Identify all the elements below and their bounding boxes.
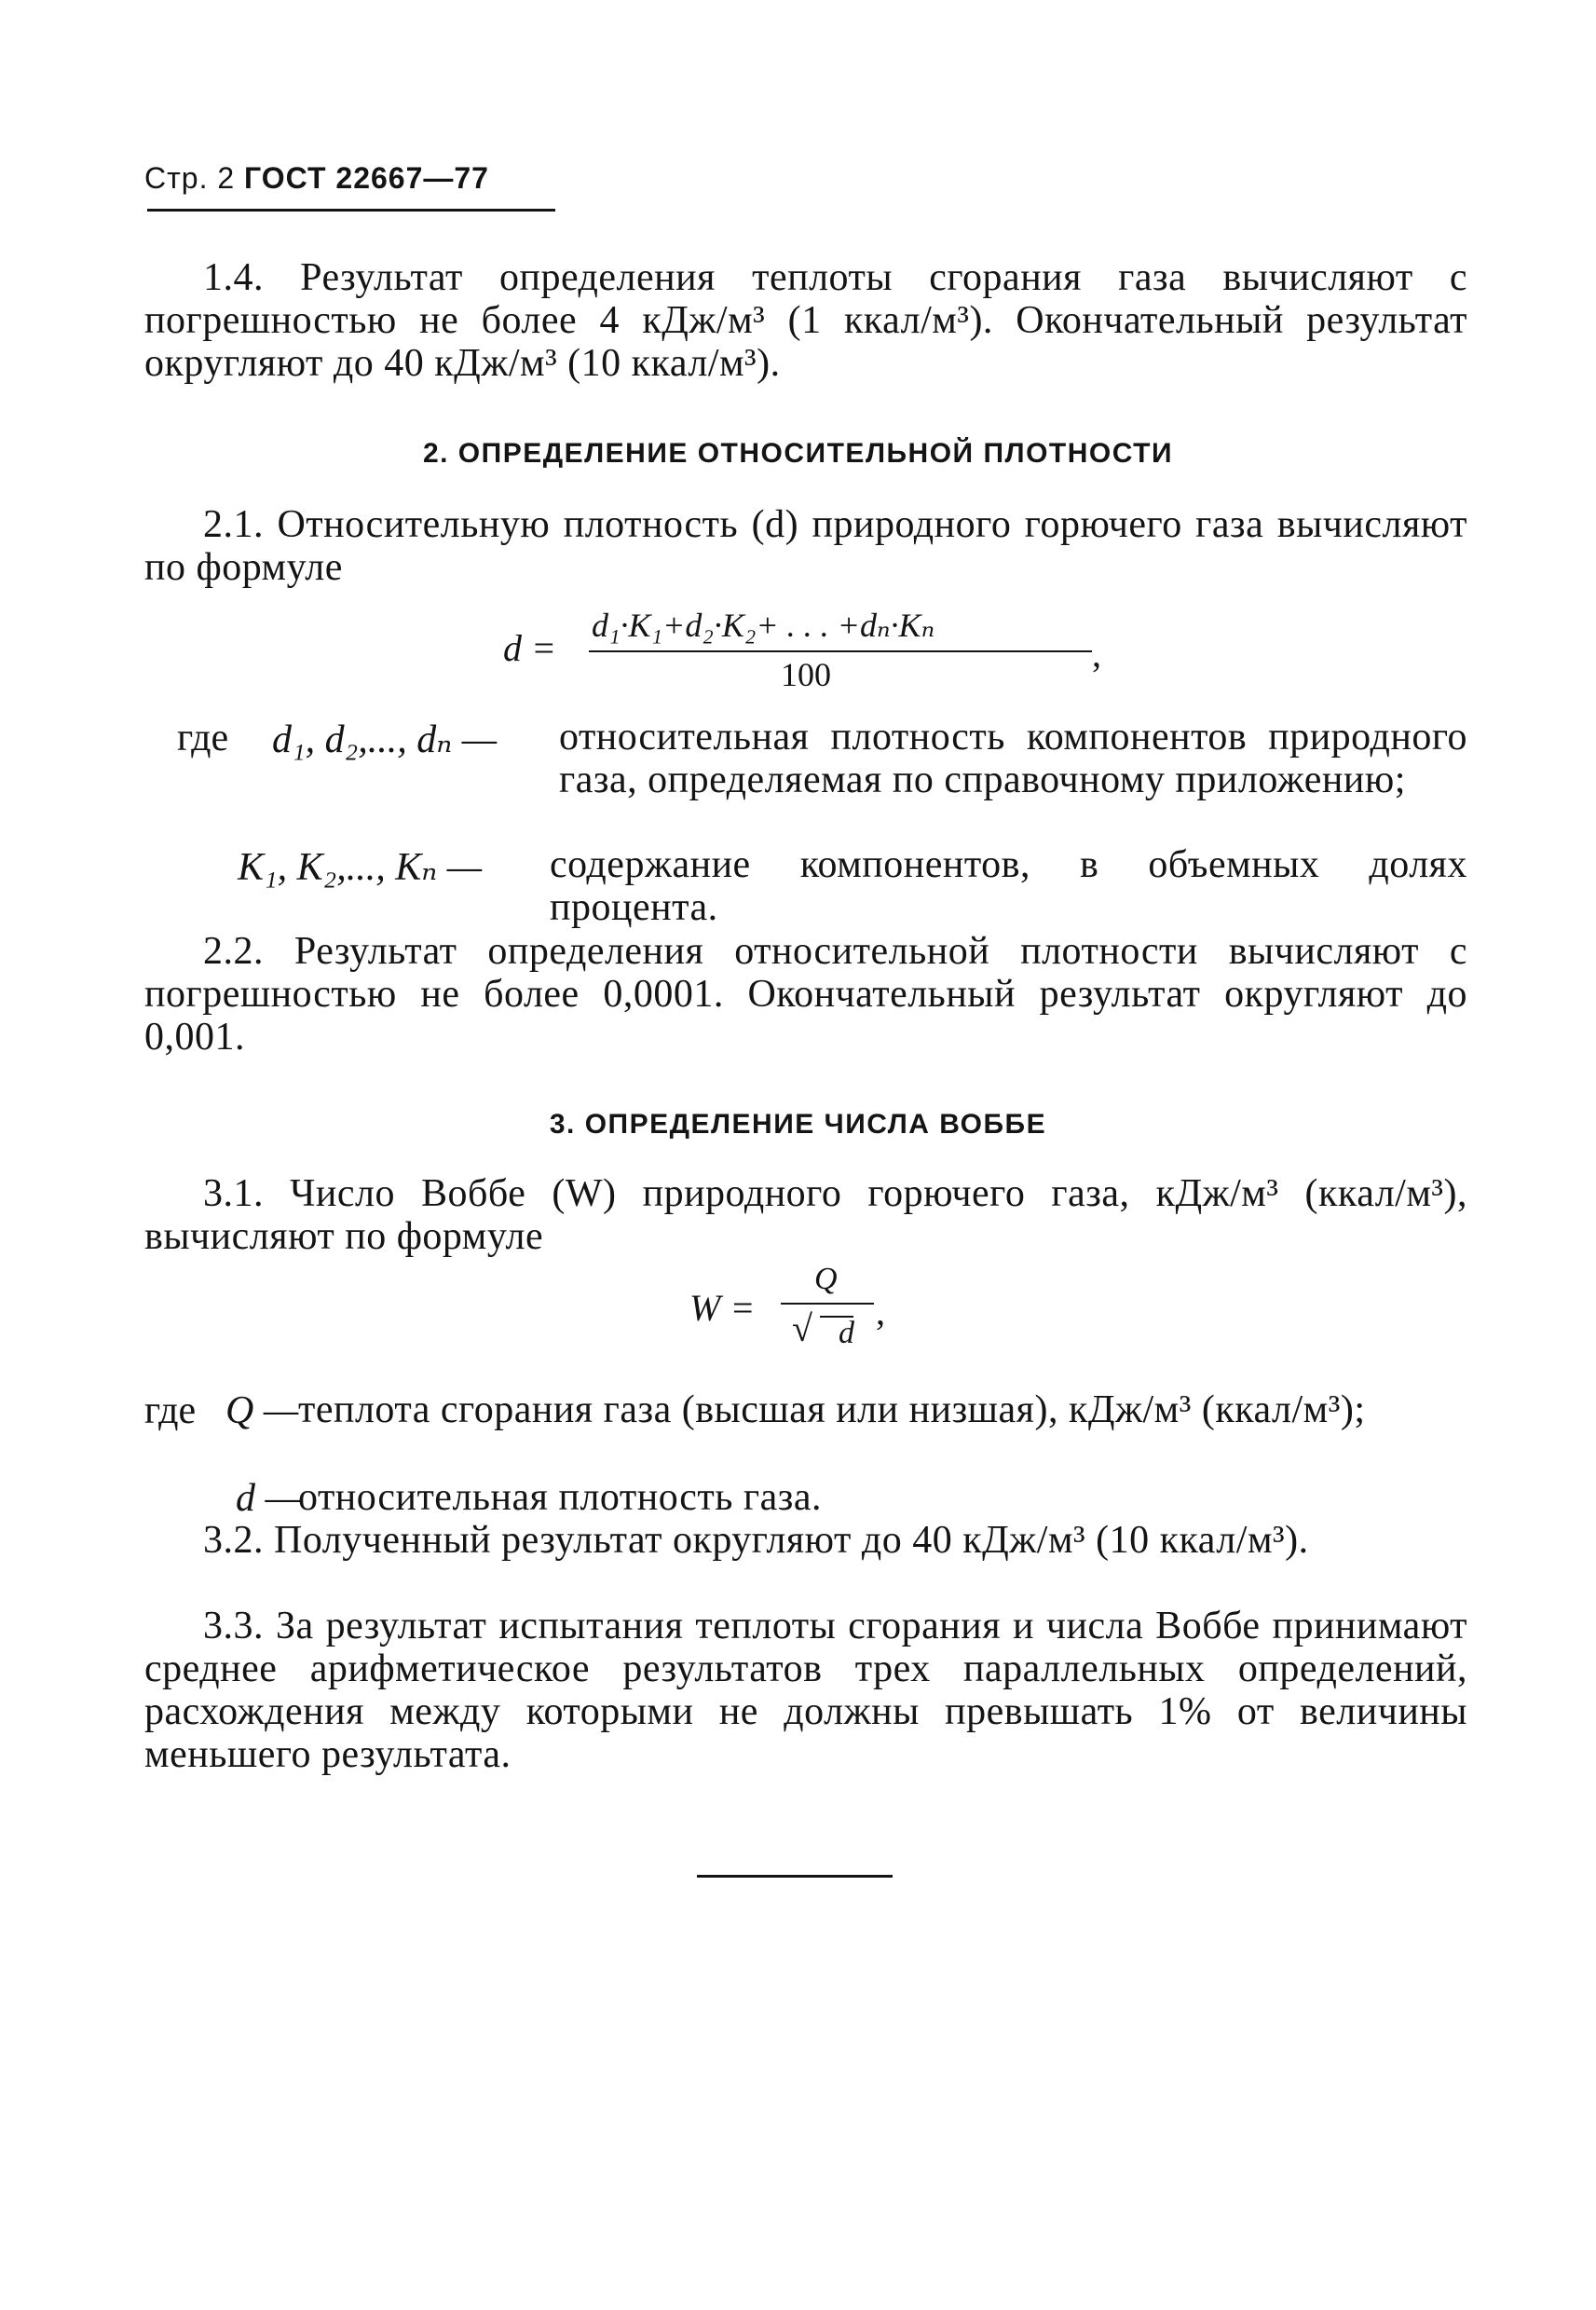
section-2-heading: 2. ОПРЕДЕЛЕНИЕ ОТНОСИТЕЛЬНОЙ ПЛОТНОСТИ — [422, 438, 1174, 469]
legend-w-where: где — [144, 1389, 197, 1432]
paragraph-3-1-text: 3.1. Число Воббе (W) природного горючего газа, кДж/м³ (ккал/м³), вычисляют по формуле — [144, 1172, 1467, 1258]
legend-w-def-1-text: теплота сгорания газа (высшая или низшая), кДж/м³ (ккал/м³); — [298, 1388, 1366, 1431]
legend-w-def-1 — [298, 1388, 1467, 1431]
legend-w-term-2: d — — [236, 1477, 300, 1520]
formula-w-comma: , — [876, 1291, 885, 1333]
paragraph-2-1-text: 2.1. Относительную плотность (d) природного горючего газа вычисляют по формуле — [144, 503, 1467, 589]
page-number-label: Стр. 2 — [144, 161, 236, 195]
formula-w-fraction-line — [781, 1303, 874, 1305]
legend-d-def-1: относительная плотность компонентов природного газа, определяемая по справочному приложению; — [559, 716, 1467, 801]
legend-w-term-1: Q — — [225, 1389, 299, 1432]
header-rule — [147, 209, 555, 212]
standard-number: ГОСТ 22667—77 — [244, 161, 489, 195]
formula-w-lhs: W = — [689, 1287, 756, 1329]
formula-d-denominator: 100 — [781, 656, 831, 693]
formula-w-numerator: Q — [814, 1262, 838, 1296]
formula-d-fraction-line — [589, 650, 1092, 652]
section-3-heading: 3. ОПРЕДЕЛЕНИЕ ЧИСЛА ВОББЕ — [549, 1109, 1047, 1140]
formula-w-radical: √ — [792, 1307, 812, 1349]
page-header — [144, 161, 489, 196]
paragraph-2-1 — [144, 503, 1467, 589]
paragraph-3-2 — [144, 1519, 1467, 1562]
legend-d-where: где — [177, 717, 229, 759]
legend-w-def-2: относительная плотность газа. — [298, 1476, 822, 1519]
formula-d-lhs: d = — [503, 627, 556, 669]
paragraph-2-2 — [144, 930, 1467, 1059]
paragraph-3-2-text: 3.2. Полученный результат округляют до 40 кДж/м³ (10 ккал/м³). — [203, 1519, 1309, 1562]
paragraph-1-4-text: 1.4. Результат определения теплоты сгорания газа вычисляют с погрешностью не более 4 кДж/м³ (1 ккал/м³). Окончательный результат округляют до 40 кДж/м³ (10 ккал/м³). — [144, 256, 1467, 385]
paragraph-3-3-text: 3.3. За результат испытания теплоты сгорания и числа Воббе принимают среднее арифметическое результатов трех параллельных определений, расхождения между которыми не должны превышать 1% от величины меньшего результата. — [144, 1605, 1467, 1776]
legend-d-term-2: K₁, K₂,..., Kₙ — — [238, 846, 483, 889]
formula-w-radicand: d — [839, 1316, 854, 1350]
paragraph-3-3 — [144, 1605, 1467, 1776]
formula-d-comma: , — [1092, 633, 1101, 675]
legend-d-def-2: содержание компонентов, в объемных долях процента. — [550, 843, 1467, 929]
paragraph-2-2-text: 2.2. Результат определения относительной плотности вычисляют с погрешностью не более 0,0001. Окончательный результат округляют до 0,001. — [144, 930, 1467, 1059]
end-rule — [697, 1875, 893, 1878]
legend-d-term-1: d₁, d₂,..., dₙ — — [272, 718, 498, 761]
paragraph-3-1 — [144, 1172, 1467, 1258]
formula-d-numerator: d₁·K₁+d₂·K₂+ . . . +dₙ·Kₙ — [592, 607, 935, 644]
paragraph-1-4 — [144, 256, 1467, 385]
